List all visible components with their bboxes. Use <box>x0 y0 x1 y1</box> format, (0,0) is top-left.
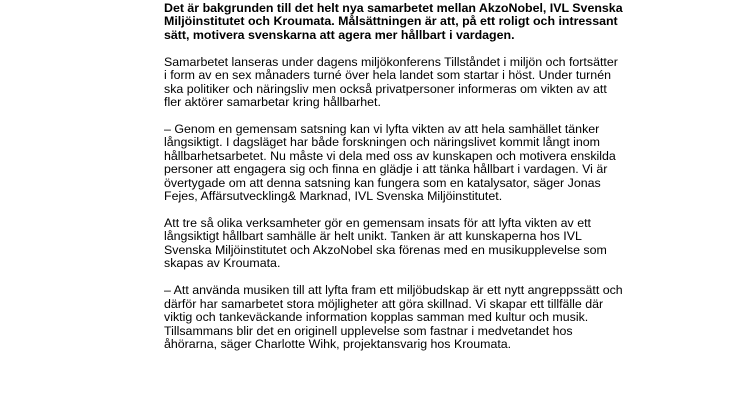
text-line: Att tre så olika verksamheter gör en gemensam insats för att lyfta vikten av ett <box>164 216 591 231</box>
text-line: Tillsammans blir det en originell upplevelse som fastnar i medvetandet hos <box>164 323 573 338</box>
text-line: Svenska Miljöinstitutet och AkzoNobel ska förenas med en musikupplevelse som <box>164 242 607 257</box>
body-paragraph <box>164 217 704 271</box>
text-line: – Att använda musiken till att lyfta fram ett miljöbudskap är ett nytt angreppssätt och <box>164 283 623 298</box>
text-line: övertygade om att denna satsning kan fungera som en katalysator, säger Jonas <box>164 175 601 190</box>
text-line: fler aktörer samarbetar kring hållbarhet. <box>164 95 381 110</box>
text-line: – Genom en gemensam satsning kan vi lyfta vikten av att hela samhället tänker <box>164 122 600 137</box>
text-line: Miljöinstitutet och Kroumata. Målsättningen är att, på ett roligt och intressant <box>164 14 618 29</box>
text-line: ska politiker och näringsliv men också privatpersoner informeras om vikten av att <box>164 81 607 96</box>
text-line: hållbarhetsarbetet. Nu måste vi dela med oss av kunskapen och motivera enskilda <box>164 148 616 163</box>
text-line: Samarbetet lanseras under dagens miljökonferens Tillståndet i miljön och fortsätter <box>164 54 618 69</box>
text-line: Fejes, Affärsutveckling& Marknad, IVL Svenska Miljöinstitutet. <box>164 189 503 204</box>
quote-paragraph <box>164 123 704 203</box>
text-line: åhörarna, säger Charlotte Wihk, projektansvarig hos Kroumata. <box>164 336 512 351</box>
text-line: därför har samarbetet stora möjligheter att göra skillnad. Vi skapar ett tillfälle där <box>164 296 604 311</box>
document-body <box>164 2 704 365</box>
text-line: långsiktigt. I dagsläget har både forskningen och näringslivet kommit långt inom <box>164 135 600 150</box>
text-line: långsiktigt hållbart samhälle är helt unikt. Tanken är att kunskaperna hos IVL <box>164 229 582 244</box>
text-line: personer att engagera sig och finna en glädje i att tänka hållbart i vardagen. Vi är <box>164 162 608 177</box>
text-line: sätt, motivera svenskarna att agera mer hållbart i vardagen. <box>164 27 515 42</box>
text-line: skapas av Kroumata. <box>164 256 281 271</box>
quote-paragraph <box>164 284 704 351</box>
lead-paragraph <box>164 2 704 42</box>
body-paragraph <box>164 56 704 110</box>
text-line: viktig och tankeväckande information kopplas samman med kultur och musik. <box>164 310 589 325</box>
text-line: Det är bakgrunden till det helt nya samarbetet mellan AkzoNobel, IVL Svenska <box>164 1 623 15</box>
text-line: i form av en sex månaders turné över hela landet som startar i höst. Under turnén <box>164 68 611 83</box>
